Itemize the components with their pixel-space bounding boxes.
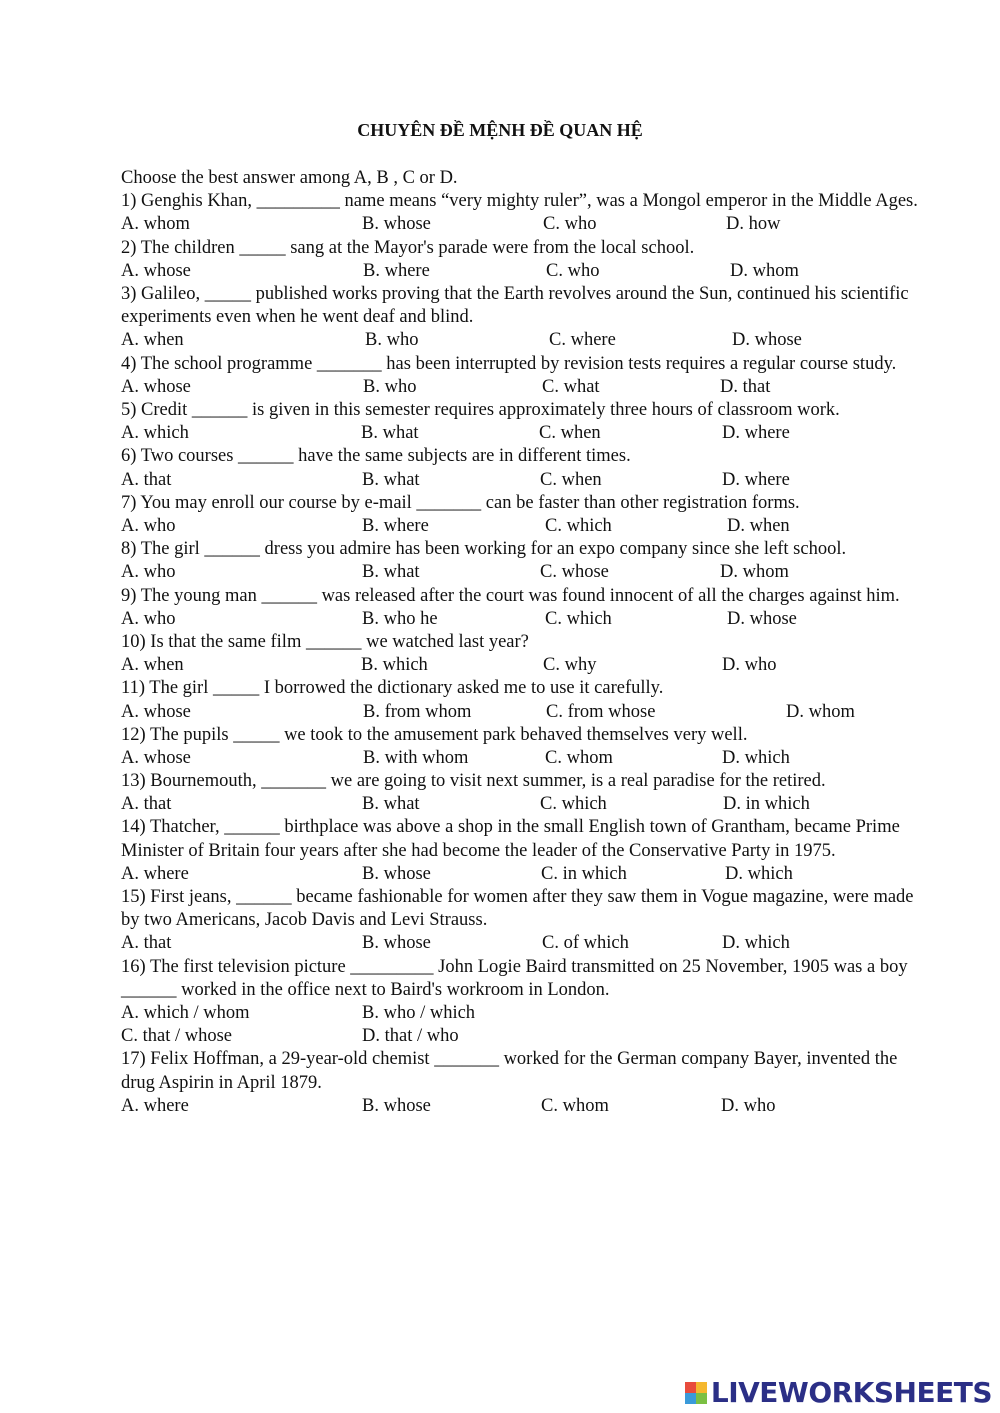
- option-d[interactable]: D. where: [722, 423, 790, 444]
- option-a[interactable]: A. where: [121, 863, 189, 884]
- options-9: [121, 608, 921, 631]
- option-a[interactable]: A. when: [121, 655, 184, 676]
- option-b[interactable]: B. whose: [362, 214, 431, 235]
- question-3: 3) Galileo, _____ published works proving that the Earth revolves around the Sun, continued his scientific experiments even when he went deaf and blind.: [121, 283, 909, 328]
- instruction: Choose the best answer among A, B , C or D.: [121, 168, 458, 188]
- option-b[interactable]: B. where: [362, 515, 429, 536]
- option-d[interactable]: D. that / who: [362, 1026, 459, 1047]
- options-14: [121, 863, 921, 886]
- option-a[interactable]: A. whom: [121, 214, 190, 235]
- option-d[interactable]: D. who: [721, 1095, 776, 1116]
- option-c[interactable]: C. which: [545, 608, 612, 629]
- option-b[interactable]: B. with whom: [363, 747, 469, 768]
- option-d[interactable]: D. which: [725, 863, 793, 884]
- question-16: 16) The first television picture _________ John Logie Baird transmitted on 25 November, 1905 was a boy ______ worked in the office next to Baird's workroom in London.: [121, 956, 908, 1000]
- question-17: 17) Felix Hoffman, a 29-year-old chemist _______ worked for the German company Bayer, invented the drug Aspirin in April 1879.: [121, 1049, 898, 1093]
- option-b[interactable]: B. where: [363, 260, 430, 281]
- option-d[interactable]: D. whom: [720, 562, 789, 583]
- brand-name: LIVEWORKSHEETS: [710, 1376, 992, 1409]
- option-c[interactable]: C. who: [546, 260, 600, 281]
- option-b[interactable]: B. whose: [362, 863, 431, 884]
- option-a[interactable]: A. that: [121, 794, 172, 815]
- options-8: [121, 561, 921, 584]
- option-a[interactable]: A. which: [121, 423, 189, 444]
- option-c[interactable]: C. of which: [542, 933, 629, 954]
- option-c[interactable]: C. when: [540, 469, 602, 490]
- options-4: [121, 376, 921, 399]
- question-5: 5) Credit ______ is given in this semester requires approximately three hours of classroom work.: [121, 399, 840, 420]
- option-c[interactable]: C. where: [549, 330, 616, 351]
- option-d[interactable]: D. where: [722, 469, 790, 490]
- option-a[interactable]: A. where: [121, 1095, 189, 1116]
- option-a[interactable]: A. whose: [121, 376, 191, 397]
- question-13: 13) Bournemouth, _______ we are going to visit next summer, is a real paradise for the retired.: [121, 771, 826, 792]
- option-b[interactable]: B. who he: [362, 608, 438, 629]
- option-d[interactable]: D. that: [720, 376, 771, 397]
- question-14: 14) Thatcher, ______ birthplace was above a shop in the small English town of Grantham, became Prime Minister of Britain four years after she had become the leader of the Conservative Party in 1975.: [121, 817, 900, 861]
- option-b[interactable]: B. what: [362, 469, 420, 490]
- options-13: [121, 793, 921, 816]
- question-15: 15) First jeans, ______ became fashionable for women after they saw them in Vogue magazine, were made by two Americans, Jacob Davis and Levi Strauss.: [121, 887, 914, 931]
- option-b[interactable]: B. from whom: [363, 701, 472, 722]
- question-12: 12) The pupils _____ we took to the amusement park behaved themselves very well.: [121, 724, 748, 745]
- option-b[interactable]: B. whose: [362, 1095, 431, 1116]
- option-b[interactable]: B. what: [361, 423, 419, 444]
- option-c[interactable]: C. who: [543, 214, 597, 235]
- options-3: [121, 329, 921, 352]
- question-11: 11) The girl _____ I borrowed the dictionary asked me to use it carefully.: [121, 678, 664, 699]
- options-1: [121, 213, 921, 236]
- question-6: 6) Two courses ______ have the same subjects are in different times.: [121, 446, 631, 467]
- option-c[interactable]: C. when: [539, 423, 601, 444]
- option-a[interactable]: A. who: [121, 562, 176, 583]
- options-16-row-2: [121, 1025, 921, 1048]
- option-d[interactable]: D. who: [722, 655, 777, 676]
- option-d[interactable]: D. whom: [786, 701, 855, 722]
- option-a[interactable]: A. which / whom: [121, 1003, 250, 1024]
- option-c[interactable]: C. in which: [541, 863, 627, 884]
- question-10: 10) Is that the same film ______ we watched last year?: [121, 631, 529, 652]
- question-8: 8) The girl ______ dress you admire has been working for an expo company since she left school.: [121, 539, 847, 560]
- options-5: [121, 422, 921, 445]
- option-b[interactable]: B. what: [362, 562, 420, 583]
- options-12: [121, 747, 921, 770]
- liveworksheets-logo: [685, 1376, 992, 1409]
- option-c[interactable]: C. which: [540, 794, 607, 815]
- option-d[interactable]: D. in which: [723, 794, 810, 815]
- option-c[interactable]: C. whom: [545, 747, 613, 768]
- options-10: [121, 654, 921, 677]
- option-b[interactable]: B. what: [362, 794, 420, 815]
- options-2: [121, 260, 921, 283]
- option-a[interactable]: A. whose: [121, 701, 191, 722]
- option-d[interactable]: D. when: [727, 515, 790, 536]
- options-17: [121, 1095, 921, 1118]
- option-c[interactable]: C. why: [543, 655, 597, 676]
- option-c[interactable]: C. which: [545, 515, 612, 536]
- option-a[interactable]: A. when: [121, 330, 184, 351]
- worksheet-body: [121, 167, 921, 1118]
- option-c[interactable]: C. that / whose: [121, 1026, 232, 1047]
- option-a[interactable]: A. that: [121, 933, 172, 954]
- option-b[interactable]: B. who / which: [362, 1003, 476, 1024]
- option-b[interactable]: B. who: [363, 376, 417, 397]
- question-7: 7) You may enroll our course by e-mail _______ can be faster than other registration forms.: [121, 492, 800, 513]
- question-4: 4) The school programme _______ has been interrupted by revision tests requires a regular course study.: [121, 353, 897, 374]
- options-7: [121, 515, 921, 538]
- option-d[interactable]: D. which: [722, 747, 790, 768]
- option-a[interactable]: A. that: [121, 469, 172, 490]
- option-b[interactable]: B. which: [361, 655, 428, 676]
- question-1: 1) Genghis Khan, _________ name means “very mighty ruler”, was a Mongol emperor in the Middle Ages.: [121, 191, 918, 212]
- options-16-row-1: [121, 1002, 921, 1025]
- option-a[interactable]: A. whose: [121, 747, 191, 768]
- option-c[interactable]: C. whose: [540, 562, 609, 583]
- option-a[interactable]: A. who: [121, 515, 176, 536]
- option-b[interactable]: B. who: [365, 330, 419, 351]
- option-b[interactable]: B. whose: [362, 933, 431, 954]
- liveworksheets-logo-icon: [685, 1382, 707, 1404]
- options-15: [121, 932, 921, 955]
- option-c[interactable]: C. what: [542, 376, 600, 397]
- option-d[interactable]: D. which: [722, 933, 790, 954]
- question-2: 2) The children _____ sang at the Mayor's parade were from the local school.: [121, 237, 695, 258]
- question-9: 9) The young man ______ was released after the court was found innocent of all the charges against him.: [121, 585, 900, 606]
- option-a[interactable]: A. who: [121, 608, 176, 629]
- option-a[interactable]: A. whose: [121, 260, 191, 281]
- option-d[interactable]: D. whose: [732, 330, 802, 351]
- option-c[interactable]: C. from whose: [546, 701, 656, 722]
- option-d[interactable]: D. whom: [730, 260, 799, 281]
- option-d[interactable]: D. whose: [727, 608, 797, 629]
- options-6: [121, 469, 921, 492]
- option-d[interactable]: D. how: [726, 214, 781, 235]
- option-c[interactable]: C. whom: [541, 1095, 609, 1116]
- page-title: CHUYÊN ĐỀ MỆNH ĐỀ QUAN HỆ: [357, 120, 643, 140]
- options-11: [121, 701, 921, 724]
